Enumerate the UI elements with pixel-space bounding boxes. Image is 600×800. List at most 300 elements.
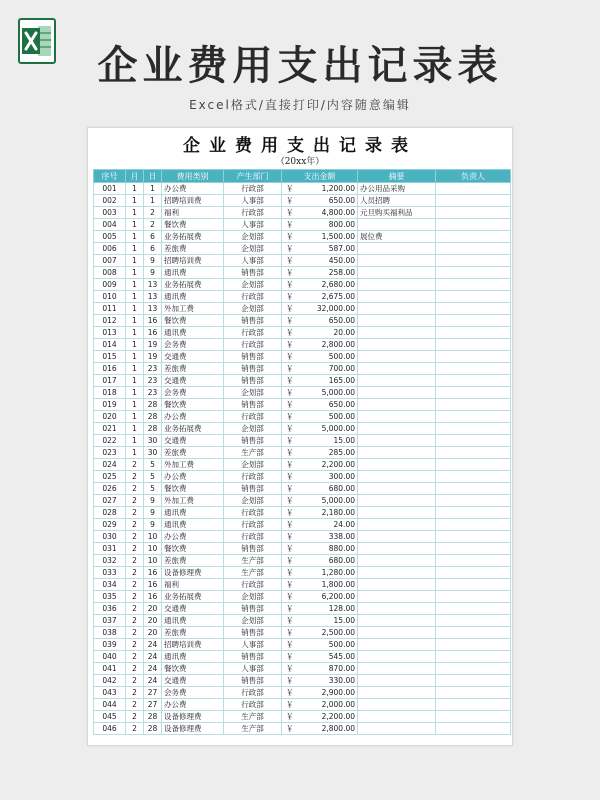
currency-symbol: ￥ xyxy=(286,640,294,649)
row-category: 差旅费 xyxy=(162,447,224,459)
amount-value: 2,000.00 xyxy=(321,700,355,709)
row-index: 046 xyxy=(94,723,126,735)
table-row xyxy=(94,711,511,723)
currency-symbol: ￥ xyxy=(286,496,294,505)
row-department: 企划部 xyxy=(224,423,282,435)
row-summary xyxy=(358,351,436,363)
currency-symbol: ￥ xyxy=(286,688,294,697)
table-row xyxy=(94,687,511,699)
amount-value: 800.00 xyxy=(328,220,355,229)
row-owner xyxy=(436,663,511,675)
row-day: 27 xyxy=(144,699,162,711)
row-month: 2 xyxy=(126,567,144,579)
row-month: 2 xyxy=(126,507,144,519)
row-day: 13 xyxy=(144,303,162,315)
row-category: 办公费 xyxy=(162,531,224,543)
row-category: 餐饮费 xyxy=(162,543,224,555)
row-summary: 办公用品采购 xyxy=(358,183,436,195)
currency-symbol: ￥ xyxy=(286,268,294,277)
row-day: 10 xyxy=(144,531,162,543)
row-owner xyxy=(436,651,511,663)
table-row xyxy=(94,615,511,627)
amount-value: 24.00 xyxy=(333,520,355,529)
row-summary xyxy=(358,291,436,303)
row-category: 办公费 xyxy=(162,471,224,483)
row-month: 2 xyxy=(126,579,144,591)
header-owner: 负责人 xyxy=(436,170,511,183)
row-summary xyxy=(358,387,436,399)
row-index: 028 xyxy=(94,507,126,519)
row-summary xyxy=(358,411,436,423)
row-month: 1 xyxy=(126,327,144,339)
row-summary xyxy=(358,483,436,495)
row-amount xyxy=(282,555,358,567)
row-owner xyxy=(436,279,511,291)
row-index: 032 xyxy=(94,555,126,567)
row-owner xyxy=(436,675,511,687)
amount-value: 300.00 xyxy=(328,472,355,481)
currency-symbol: ￥ xyxy=(286,280,294,289)
row-department: 销售部 xyxy=(224,351,282,363)
row-amount xyxy=(282,699,358,711)
row-summary xyxy=(358,219,436,231)
currency-symbol: ￥ xyxy=(286,304,294,313)
row-month: 1 xyxy=(126,435,144,447)
table-row xyxy=(94,435,511,447)
row-amount xyxy=(282,471,358,483)
row-amount xyxy=(282,435,358,447)
row-department: 销售部 xyxy=(224,399,282,411)
row-summary xyxy=(358,663,436,675)
amount-value: 165.00 xyxy=(328,376,355,385)
row-owner xyxy=(436,195,511,207)
currency-symbol: ￥ xyxy=(286,184,294,193)
row-department: 生产部 xyxy=(224,567,282,579)
row-department: 生产部 xyxy=(224,447,282,459)
row-month: 1 xyxy=(126,423,144,435)
row-month: 2 xyxy=(126,627,144,639)
row-department: 人事部 xyxy=(224,195,282,207)
row-month: 2 xyxy=(126,615,144,627)
header-month: 月 xyxy=(126,170,144,183)
row-month: 2 xyxy=(126,555,144,567)
row-day: 23 xyxy=(144,375,162,387)
row-index: 020 xyxy=(94,411,126,423)
amount-value: 650.00 xyxy=(328,196,355,205)
header-department: 产生部门 xyxy=(224,170,282,183)
row-department: 销售部 xyxy=(224,675,282,687)
row-index: 016 xyxy=(94,363,126,375)
row-summary xyxy=(358,399,436,411)
row-category: 通讯费 xyxy=(162,519,224,531)
row-month: 2 xyxy=(126,711,144,723)
row-department: 人事部 xyxy=(224,639,282,651)
row-day: 24 xyxy=(144,675,162,687)
row-index: 008 xyxy=(94,267,126,279)
row-month: 1 xyxy=(126,339,144,351)
row-month: 1 xyxy=(126,447,144,459)
currency-symbol: ￥ xyxy=(286,412,294,421)
row-owner xyxy=(436,219,511,231)
row-summary xyxy=(358,543,436,555)
row-owner xyxy=(436,483,511,495)
row-owner xyxy=(436,687,511,699)
table-header-row xyxy=(94,170,511,183)
table-row xyxy=(94,483,511,495)
row-category: 会务费 xyxy=(162,387,224,399)
row-owner xyxy=(436,579,511,591)
row-category: 福利 xyxy=(162,207,224,219)
table-row xyxy=(94,471,511,483)
row-owner xyxy=(436,231,511,243)
table-row xyxy=(94,243,511,255)
amount-value: 2,500.00 xyxy=(321,628,355,637)
amount-value: 15.00 xyxy=(333,616,355,625)
table-row xyxy=(94,375,511,387)
row-day: 13 xyxy=(144,291,162,303)
row-day: 2 xyxy=(144,219,162,231)
row-department: 行政部 xyxy=(224,699,282,711)
row-index: 044 xyxy=(94,699,126,711)
table-row xyxy=(94,567,511,579)
row-amount xyxy=(282,375,358,387)
row-amount xyxy=(282,543,358,555)
row-index: 030 xyxy=(94,531,126,543)
row-month: 1 xyxy=(126,219,144,231)
currency-symbol: ￥ xyxy=(286,592,294,601)
amount-value: 258.00 xyxy=(328,268,355,277)
row-summary: 元旦购买福利品 xyxy=(358,207,436,219)
row-day: 28 xyxy=(144,723,162,735)
table-row xyxy=(94,519,511,531)
currency-symbol: ￥ xyxy=(286,544,294,553)
table-row xyxy=(94,603,511,615)
row-amount xyxy=(282,339,358,351)
currency-symbol: ￥ xyxy=(286,340,294,349)
row-index: 019 xyxy=(94,399,126,411)
currency-symbol: ￥ xyxy=(286,484,294,493)
row-department: 销售部 xyxy=(224,267,282,279)
row-amount xyxy=(282,255,358,267)
row-day: 10 xyxy=(144,555,162,567)
row-amount xyxy=(282,591,358,603)
row-index: 026 xyxy=(94,483,126,495)
currency-symbol: ￥ xyxy=(286,292,294,301)
currency-symbol: ￥ xyxy=(286,472,294,481)
table-row xyxy=(94,495,511,507)
amount-value: 5,000.00 xyxy=(321,424,355,433)
row-category: 招聘培训费 xyxy=(162,195,224,207)
row-amount xyxy=(282,519,358,531)
row-owner xyxy=(436,387,511,399)
row-summary xyxy=(358,279,436,291)
sheet-title: 企业费用支出记录表 xyxy=(183,136,417,156)
row-amount xyxy=(282,195,358,207)
row-day: 9 xyxy=(144,495,162,507)
row-owner xyxy=(436,447,511,459)
row-month: 2 xyxy=(126,519,144,531)
row-category: 办公费 xyxy=(162,411,224,423)
row-category: 通讯费 xyxy=(162,615,224,627)
row-index: 038 xyxy=(94,627,126,639)
row-owner xyxy=(436,723,511,735)
row-index: 029 xyxy=(94,519,126,531)
row-owner xyxy=(436,639,511,651)
currency-symbol: ￥ xyxy=(286,208,294,217)
row-department: 行政部 xyxy=(224,339,282,351)
row-month: 2 xyxy=(126,543,144,555)
table-row xyxy=(94,651,511,663)
row-summary xyxy=(358,651,436,663)
amount-value: 880.00 xyxy=(328,544,355,553)
sheet-year: （20xx年） xyxy=(275,157,325,167)
row-amount xyxy=(282,651,358,663)
row-index: 042 xyxy=(94,675,126,687)
row-index: 039 xyxy=(94,639,126,651)
row-amount xyxy=(282,495,358,507)
currency-symbol: ￥ xyxy=(286,244,294,253)
table-row xyxy=(94,627,511,639)
row-month: 1 xyxy=(126,399,144,411)
row-index: 006 xyxy=(94,243,126,255)
amount-value: 2,675.00 xyxy=(321,292,355,301)
row-department: 销售部 xyxy=(224,315,282,327)
row-amount xyxy=(282,183,358,195)
row-owner xyxy=(436,543,511,555)
row-owner xyxy=(436,351,511,363)
currency-symbol: ￥ xyxy=(286,568,294,577)
row-month: 1 xyxy=(126,375,144,387)
currency-symbol: ￥ xyxy=(286,388,294,397)
table-row xyxy=(94,399,511,411)
currency-symbol: ￥ xyxy=(286,724,294,733)
table-row xyxy=(94,267,511,279)
row-summary xyxy=(358,339,436,351)
row-day: 16 xyxy=(144,579,162,591)
row-day: 6 xyxy=(144,243,162,255)
row-category: 会务费 xyxy=(162,687,224,699)
row-department: 行政部 xyxy=(224,471,282,483)
row-amount xyxy=(282,675,358,687)
row-department: 企划部 xyxy=(224,615,282,627)
table-row xyxy=(94,195,511,207)
page-subtitle: Excel格式/直接打印/内容随意编辑 xyxy=(189,98,411,112)
row-day: 16 xyxy=(144,567,162,579)
amount-value: 700.00 xyxy=(328,364,355,373)
row-day: 30 xyxy=(144,447,162,459)
row-index: 007 xyxy=(94,255,126,267)
table-row xyxy=(94,675,511,687)
amount-value: 650.00 xyxy=(328,400,355,409)
amount-value: 330.00 xyxy=(328,676,355,685)
row-amount xyxy=(282,627,358,639)
table-row xyxy=(94,183,511,195)
row-summary xyxy=(358,627,436,639)
row-department: 企划部 xyxy=(224,495,282,507)
row-month: 2 xyxy=(126,591,144,603)
row-summary xyxy=(358,567,436,579)
row-category: 交通费 xyxy=(162,603,224,615)
row-amount xyxy=(282,579,358,591)
table-row xyxy=(94,363,511,375)
amount-value: 450.00 xyxy=(328,256,355,265)
table-row xyxy=(94,279,511,291)
table-row xyxy=(94,459,511,471)
row-department: 销售部 xyxy=(224,375,282,387)
row-department: 行政部 xyxy=(224,687,282,699)
row-amount xyxy=(282,207,358,219)
row-month: 1 xyxy=(126,207,144,219)
row-day: 24 xyxy=(144,651,162,663)
row-department: 企划部 xyxy=(224,459,282,471)
row-month: 1 xyxy=(126,255,144,267)
row-owner xyxy=(436,603,511,615)
row-summary xyxy=(358,675,436,687)
row-owner xyxy=(436,711,511,723)
row-month: 2 xyxy=(126,687,144,699)
row-index: 023 xyxy=(94,447,126,459)
row-amount xyxy=(282,243,358,255)
row-owner xyxy=(436,519,511,531)
row-month: 2 xyxy=(126,639,144,651)
row-summary xyxy=(358,639,436,651)
row-day: 19 xyxy=(144,351,162,363)
row-owner xyxy=(436,375,511,387)
row-summary xyxy=(358,495,436,507)
row-month: 2 xyxy=(126,459,144,471)
row-month: 2 xyxy=(126,699,144,711)
row-owner xyxy=(436,471,511,483)
row-category: 外加工费 xyxy=(162,459,224,471)
row-month: 2 xyxy=(126,471,144,483)
row-amount xyxy=(282,603,358,615)
header-amount: 支出金额 xyxy=(282,170,358,183)
amount-value: 2,200.00 xyxy=(321,460,355,469)
table-row xyxy=(94,579,511,591)
amount-value: 2,800.00 xyxy=(321,724,355,733)
row-index: 035 xyxy=(94,591,126,603)
row-day: 28 xyxy=(144,411,162,423)
table-row xyxy=(94,591,511,603)
row-summary xyxy=(358,711,436,723)
row-category: 设备修理费 xyxy=(162,567,224,579)
row-day: 28 xyxy=(144,423,162,435)
row-summary xyxy=(358,579,436,591)
row-summary xyxy=(358,267,436,279)
row-department: 企划部 xyxy=(224,243,282,255)
row-department: 企划部 xyxy=(224,387,282,399)
row-index: 045 xyxy=(94,711,126,723)
row-category: 外加工费 xyxy=(162,303,224,315)
row-category: 办公费 xyxy=(162,699,224,711)
row-department: 销售部 xyxy=(224,627,282,639)
row-amount xyxy=(282,459,358,471)
row-day: 5 xyxy=(144,471,162,483)
row-department: 销售部 xyxy=(224,651,282,663)
row-index: 013 xyxy=(94,327,126,339)
row-department: 行政部 xyxy=(224,183,282,195)
row-index: 010 xyxy=(94,291,126,303)
table-row xyxy=(94,303,511,315)
row-month: 1 xyxy=(126,231,144,243)
row-department: 企划部 xyxy=(224,591,282,603)
table-row xyxy=(94,423,511,435)
row-day: 6 xyxy=(144,231,162,243)
row-department: 生产部 xyxy=(224,723,282,735)
row-month: 1 xyxy=(126,363,144,375)
row-category: 餐饮费 xyxy=(162,219,224,231)
table-row xyxy=(94,231,511,243)
row-summary xyxy=(358,615,436,627)
table-row xyxy=(94,207,511,219)
row-category: 交通费 xyxy=(162,435,224,447)
row-day: 9 xyxy=(144,507,162,519)
row-day: 20 xyxy=(144,627,162,639)
row-index: 003 xyxy=(94,207,126,219)
row-index: 018 xyxy=(94,387,126,399)
table-row xyxy=(94,255,511,267)
table-row xyxy=(94,219,511,231)
row-month: 1 xyxy=(126,315,144,327)
row-owner xyxy=(436,327,511,339)
amount-value: 2,180.00 xyxy=(321,508,355,517)
currency-symbol: ￥ xyxy=(286,364,294,373)
spreadsheet-preview xyxy=(87,127,513,746)
amount-value: 1,280.00 xyxy=(321,568,355,577)
row-month: 2 xyxy=(126,603,144,615)
row-owner xyxy=(436,207,511,219)
header-index: 序号 xyxy=(94,170,126,183)
row-amount xyxy=(282,279,358,291)
row-month: 1 xyxy=(126,195,144,207)
row-summary xyxy=(358,303,436,315)
row-amount xyxy=(282,687,358,699)
row-summary xyxy=(358,363,436,375)
row-owner xyxy=(436,183,511,195)
currency-symbol: ￥ xyxy=(286,448,294,457)
row-department: 企划部 xyxy=(224,279,282,291)
amount-value: 1,500.00 xyxy=(321,232,355,241)
row-summary xyxy=(358,531,436,543)
table-row xyxy=(94,639,511,651)
row-category: 通讯费 xyxy=(162,327,224,339)
header-summary: 摘要 xyxy=(358,170,436,183)
amount-value: 1,200.00 xyxy=(321,184,355,193)
row-department: 销售部 xyxy=(224,363,282,375)
row-index: 034 xyxy=(94,579,126,591)
row-month: 2 xyxy=(126,723,144,735)
currency-symbol: ￥ xyxy=(286,436,294,445)
row-day: 9 xyxy=(144,255,162,267)
row-month: 1 xyxy=(126,267,144,279)
currency-symbol: ￥ xyxy=(286,316,294,325)
amount-value: 2,800.00 xyxy=(321,340,355,349)
row-department: 行政部 xyxy=(224,519,282,531)
row-department: 人事部 xyxy=(224,255,282,267)
table-row xyxy=(94,339,511,351)
row-day: 28 xyxy=(144,711,162,723)
row-month: 1 xyxy=(126,279,144,291)
row-category: 餐饮费 xyxy=(162,315,224,327)
row-amount xyxy=(282,507,358,519)
row-department: 行政部 xyxy=(224,327,282,339)
row-category: 福利 xyxy=(162,579,224,591)
row-summary xyxy=(358,507,436,519)
row-month: 2 xyxy=(126,675,144,687)
row-amount xyxy=(282,303,358,315)
row-day: 9 xyxy=(144,267,162,279)
row-day: 27 xyxy=(144,687,162,699)
